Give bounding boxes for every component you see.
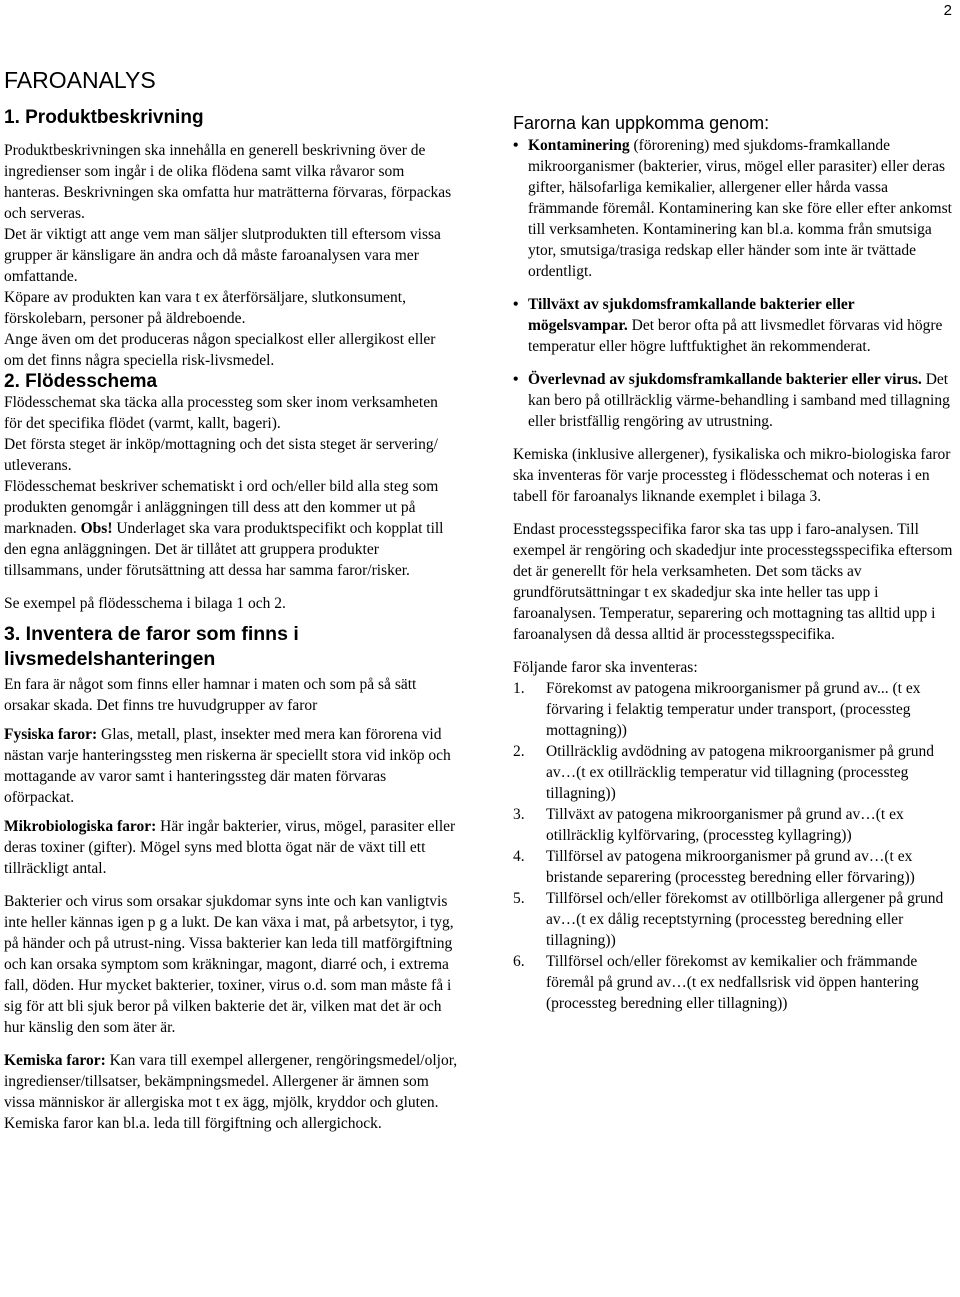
section-2-heading: 2. Flödesschema (4, 371, 158, 392)
section-1-paragraph: Produktbeskrivningen ska innehålla en generell beskrivning över de ingredienser som ingår i de olika flödena samt vilka råvaror som hanteras. Beskrivningen ska omfatta hur maträtterna förvaras, förpackas och serveras. (4, 142, 452, 222)
flowchart-example-note: Se exempel på flödesschema i bilaga 1 och 2. (4, 595, 286, 612)
section-1-paragraph: Ange även om det produceras någon specialkost eller allergikost eller om det finns några speciella risk-livsmedel. (4, 331, 436, 369)
physical-hazards-paragraph (4, 724, 459, 808)
physical-hazards-label: Fysiska faror: (4, 726, 98, 743)
section-1-paragraph: Det är viktigt att ange vem man säljer slutprodukten till eftersom vissa grupper är känsligare än andra och då måste faroanalysen vara mer omfattande. (4, 226, 441, 285)
list-number: 1. (513, 680, 525, 697)
process-specific-paragraph: Endast processtegsspecifika faror ska tas upp i faro-analysen. Till exempel är rengöring och skadedjur inte processtegsspecifika eftersom det är generellt för hela verksamheten. Det som täcks av grundförutsättningar t ex skadedjur ska inte heller tas upp i faroanalysen. Temperatur, separering och mottagning tas alltid upp i faroanalysen då dessa alltid är processtegsspecifika. (513, 521, 953, 643)
physical-hazards-text: Glas, metall, plast, insekter med mera kan förorena vid nästan varje hanteringssteg men riskerna är speciellt stora vid inköp och mottagande av varor samt i hanteringssteg där maten förvaras oförpackat. (4, 726, 451, 806)
chemical-hazards-paragraph (4, 1050, 459, 1134)
list-text: Tillväxt av patogena mikroorganismer på grund av…(t ex otillräcklig kylförvaring, (processteg kyllagring)) (546, 806, 904, 844)
list-item (513, 741, 953, 804)
list-text: Otillräcklig avdödning av patogena mikroorganismer på grund av…(t ex otillräcklig temperatur vid tillagning (processteg tillagning)) (546, 743, 934, 802)
bullet-icon: • (513, 296, 519, 313)
bullet-label: Tillväxt av sjukdomsframkallande bakterier eller mögelsvampar. (528, 296, 855, 334)
chemical-hazards-label: Kemiska faror: (4, 1052, 106, 1069)
right-column (513, 112, 953, 1014)
bullet-icon: • (513, 371, 519, 388)
section-2-paragraph: Det första steget är inköp/mottagning och det sista steget är servering/ utleverans. (4, 436, 438, 474)
section-3-intro: En fara är något som finns eller hamnar i maten och som på så sätt orsakar skada. Det finns tre huvudgrupper av faror (4, 676, 417, 714)
list-number: 6. (513, 953, 525, 970)
page-number: 2 (943, 2, 952, 19)
bullet-text: Det beror ofta på att livsmedlet förvaras vid högre temperatur eller högre luftfuktighet än rekommenderat. (528, 317, 943, 355)
list-text: Tillförsel av patogena mikroorganismer på grund av…(t ex bristande separering (processteg beredning eller förvaring)) (546, 848, 915, 886)
list-item (513, 135, 953, 282)
list-item (513, 678, 953, 741)
section-1-heading: 1. Produktbeskrivning (4, 107, 204, 128)
document-title: FAROANALYS (4, 67, 156, 93)
left-column (4, 60, 459, 1134)
micro-hazards-text: Här ingår bakterier, virus, mögel, parasiter eller deras toxiner (gifter). Mögel syns med blotta ögat när de växt till ett tillräckligt antal. (4, 818, 456, 877)
section-2-paragraph: Flödesschemat ska täcka alla processteg som sker inom verksamheten för det specifika flödet (varmt, kallt, bageri). (4, 394, 438, 432)
section-2-text: Flödesschemat beskriver schematiskt i ord och/eller bild alla steg som produkten genomgår i anläggningen till dess att den kommer ut på marknaden. (4, 478, 439, 537)
section-2-text: Underlaget ska vara produktspecifikt och kopplat till den egna anläggningen. Det är tillåtet att gruppera produkter tillsammans, under förutsättning att dessa har samma faror/risker. (4, 520, 444, 579)
chemical-inventory-paragraph: Kemiska (inklusive allergener), fysikaliska och mikro-biologiska faror ska inventeras för varje processteg i flödesschemat och noteras i en tabell för faroanalys liknande exemplet i bilaga 3. (513, 446, 951, 505)
list-item (513, 369, 953, 432)
hazard-list (513, 678, 953, 1014)
section-3-heading: 3. Inventera de faror som finns i livsmedelshanteringen (4, 623, 299, 670)
obs-label: Obs! (80, 520, 113, 537)
section-2-paragraph (4, 476, 459, 581)
list-item (513, 846, 953, 888)
list-item (513, 888, 953, 951)
hazard-list-intro: Följande faror ska inventeras: (513, 659, 698, 676)
section-1-paragraph: Köpare av produkten kan vara t ex återförsäljare, slutkonsument, förskolebarn, personer på äldreboende. (4, 289, 406, 327)
list-item (513, 804, 953, 846)
bullet-label: Överlevnad av sjukdomsframkallande bakterier eller virus. (528, 371, 922, 388)
list-item (513, 951, 953, 1014)
chemical-hazards-text: Kan vara till exempel allergener, rengöringsmedel/oljor, ingredienser/tillsatser, bekämpningsmedel. Allergener är ämnen som vissa människor är allergiska mot t ex ägg, mjölk, kryddor och gluten. Kemiska faror kan bl.a. leda till förgiftning och allergichock. (4, 1052, 458, 1132)
list-item (513, 294, 953, 357)
bullet-label: Kontaminering (528, 137, 630, 154)
bacteria-paragraph: Bakterier och virus som orsakar sjukdomar syns inte och kan vanligtvis inte heller kännas igen p g a lukt. De kan växa i mat, på arbetsytor, i tyg, på händer och på utrust-ning. Vissa bakterier kan leda till matförgiftning och kan orsaka symptom som kräkningar, magont, diarré och, i extrema fall, döden. Hur mycket bakterier, toxiner, virus o.d. som man måste få i sig för att bli sjuk beror på vilken bakterie det är, vilken mat det är och hur känslig den som äter är. (4, 893, 454, 1036)
bullet-icon: • (513, 137, 519, 154)
bullet-text: (förorening) med sjukdoms-framkallande mikroorganismer (bakterier, virus, mögel eller parasiter) eller deras gifter, hälsofarliga kemikalier, allergener eller hårda vassa främmande föremål. Kontaminering kan ske före eller efter ankomst till verksamheten. Kontaminering kan bl.a. komma från smutsiga ytor, smutsiga/trasiga redskap eller händer som inte är tvättade ordentligt. (528, 137, 952, 280)
list-number: 2. (513, 743, 525, 760)
list-number: 3. (513, 806, 525, 823)
list-number: 4. (513, 848, 525, 865)
list-text: Tillförsel och/eller förekomst av kemikalier och främmande föremål på grund av…(t ex nedfallsrisk vid öppen hantering (processteg beredning eller tillagning)) (546, 953, 919, 1012)
hazard-origins-heading: Farorna kan uppkomma genom: (513, 113, 770, 133)
list-text: Tillförsel och/eller förekomst av otillbörliga allergener på grund av…(t ex dålig receptstyrning (processteg beredning eller tillagning)) (546, 890, 944, 949)
micro-hazards-paragraph (4, 816, 459, 879)
list-text: Förekomst av patogena mikroorganismer på grund av... (t ex förvaring i felaktig temperatur under transport, (processteg mottagning)) (546, 680, 921, 739)
list-number: 5. (513, 890, 525, 907)
bullet-text: Det kan bero på otillräcklig värme-behandling i samband med tillagning eller bristfällig rengöring av utrustning. (528, 371, 950, 430)
micro-hazards-label: Mikrobiologiska faror: (4, 818, 157, 835)
